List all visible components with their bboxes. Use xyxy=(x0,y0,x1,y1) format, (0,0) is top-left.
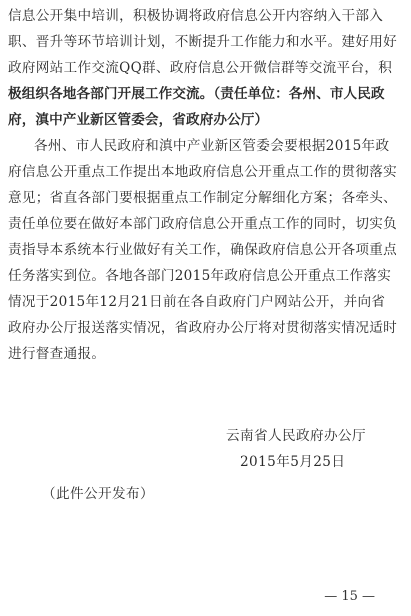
paragraph-line: 府信息公开重点工作提出本地政府信息公开重点工作的贯彻落实 xyxy=(8,164,398,180)
issuer-name: 云南省人民政府办公厅 xyxy=(226,428,366,444)
paragraph-line: 信息公开集中培训，积极协调将政府信息公开内容纳入干部入 xyxy=(8,8,384,24)
paragraph-line: 意见；省直各部门要根据重点工作制定分解细化方案；各牵头、 xyxy=(8,190,398,206)
paragraph-line: 各州、市人民政府和滇中产业新区管委会要根据2015年政 xyxy=(34,138,390,154)
page-number: — 15 — xyxy=(324,589,375,604)
paragraph-line-responsibility: 府，滇中产业新区管委会，省政府办公厅） xyxy=(8,112,269,128)
paragraph-line: 政府网站工作交流QQ群、政府信息公开微信群等交流平台，积 xyxy=(8,60,393,76)
issue-date: 2015年5月25日 xyxy=(240,454,346,470)
release-note: （此件公开发布） xyxy=(42,486,154,502)
paragraph-line: 情况于2015年12月21日前在各自政府门户网站公开，并向省 xyxy=(8,294,386,310)
paragraph-line: 职、晋升等环节培训计划，不断提升工作能力和水平。建好用好 xyxy=(8,34,398,50)
paragraph-line-responsibility: 极组织各地各部门开展工作交流。（责任单位：各州、市人民政 xyxy=(8,86,385,102)
paragraph-line: 责任单位要在做好本部门政府信息公开重点工作的同时，切实负 xyxy=(8,216,398,232)
paragraph-line: 进行督查通报。 xyxy=(8,346,106,362)
paragraph-line: 政府办公厅报送落实情况，省政府办公厅将对贯彻落实情况适时 xyxy=(8,320,398,336)
paragraph-line: 任务落实到位。各地各部门2015年政府信息公开重点工作落实 xyxy=(8,268,392,284)
paragraph-line: 责指导本系统本行业做好有关工作，确保政府信息公开各项重点 xyxy=(8,242,398,258)
